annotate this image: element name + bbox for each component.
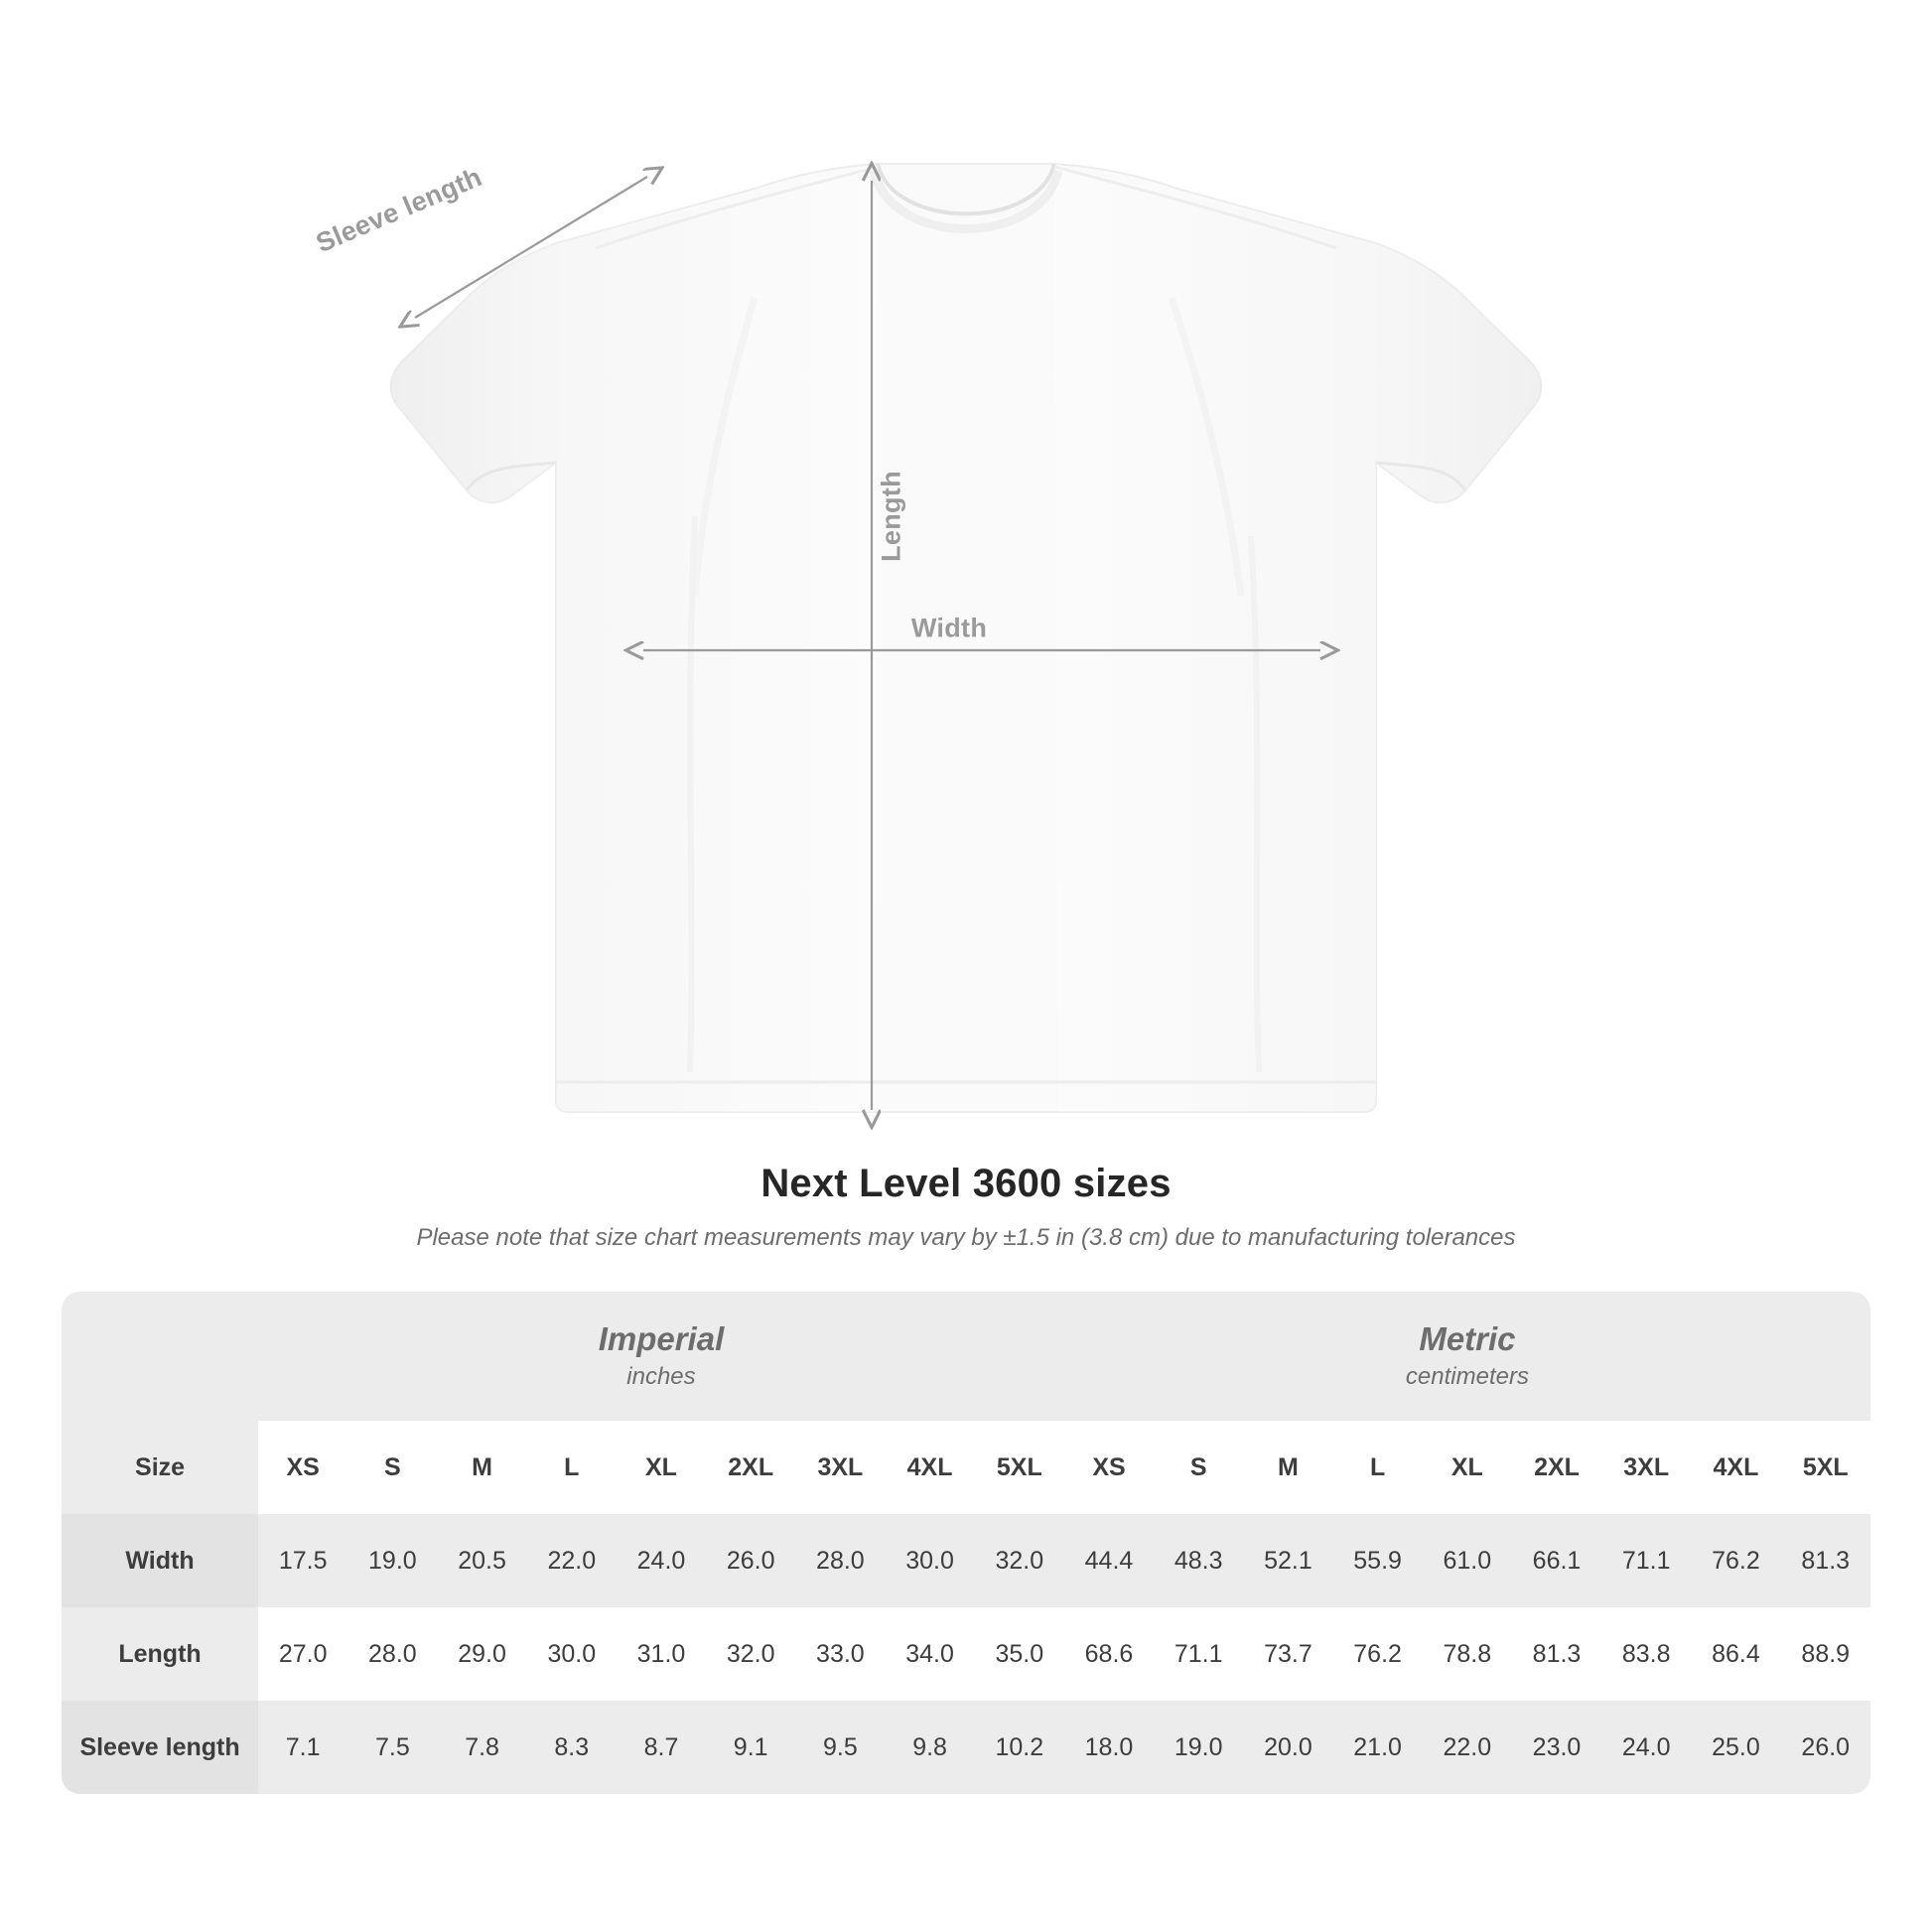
table-row	[62, 1701, 1870, 1794]
cell-width-imperial-l: 22.0	[527, 1514, 617, 1607]
cell-length-metric-3xl: 83.8	[1601, 1607, 1691, 1701]
cell-width-imperial-s: 19.0	[347, 1514, 437, 1607]
cell-sleeve-imperial-s: 7.5	[347, 1701, 437, 1794]
unit-sub-imperial: inches	[626, 1363, 696, 1391]
table-row	[62, 1514, 1870, 1607]
cell-width-metric-m: 52.1	[1243, 1514, 1332, 1607]
cell-width-metric-4xl: 76.2	[1691, 1514, 1780, 1607]
width-annotation: Width	[910, 613, 988, 643]
size-header-imperial-2xl: 2XL	[706, 1421, 795, 1514]
cell-length-imperial-xs: 27.0	[258, 1607, 347, 1701]
cell-length-imperial-s: 28.0	[347, 1607, 437, 1701]
size-header-imperial-m: M	[437, 1421, 526, 1514]
size-header-metric-2xl: 2XL	[1512, 1421, 1601, 1514]
cell-length-metric-m: 73.7	[1243, 1607, 1332, 1701]
cell-width-imperial-xl: 24.0	[617, 1514, 706, 1607]
cell-length-imperial-l: 30.0	[527, 1607, 617, 1701]
cell-length-imperial-5xl: 35.0	[975, 1607, 1064, 1701]
unit-header-spacer	[62, 1292, 258, 1421]
cell-sleeve-imperial-3xl: 9.5	[795, 1701, 885, 1794]
cell-width-metric-5xl: 81.3	[1781, 1514, 1870, 1607]
cell-sleeve-imperial-2xl: 9.1	[706, 1701, 795, 1794]
cell-width-metric-s: 48.3	[1154, 1514, 1243, 1607]
size-header-imperial-4xl: 4XL	[885, 1421, 974, 1514]
cell-width-metric-3xl: 71.1	[1601, 1514, 1691, 1607]
cell-length-metric-s: 71.1	[1154, 1607, 1243, 1701]
cell-width-imperial-3xl: 28.0	[795, 1514, 885, 1607]
cell-width-imperial-xs: 17.5	[258, 1514, 347, 1607]
size-table-wrapper	[62, 1292, 1870, 1794]
size-header-row	[62, 1421, 1870, 1514]
size-header-metric-xs: XS	[1064, 1421, 1154, 1514]
cell-width-imperial-2xl: 26.0	[706, 1514, 795, 1607]
cell-length-imperial-3xl: 33.0	[795, 1607, 885, 1701]
size-header-imperial-3xl: 3XL	[795, 1421, 885, 1514]
cell-width-imperial-4xl: 30.0	[885, 1514, 974, 1607]
size-table	[62, 1292, 1870, 1794]
cell-sleeve-metric-m: 20.0	[1243, 1701, 1332, 1794]
cell-length-metric-l: 76.2	[1333, 1607, 1423, 1701]
size-header-metric-xl: XL	[1423, 1421, 1512, 1514]
length-annotation: Length	[876, 471, 906, 562]
cell-sleeve-metric-xs: 18.0	[1064, 1701, 1154, 1794]
cell-sleeve-imperial-xl: 8.7	[617, 1701, 706, 1794]
cell-width-imperial-5xl: 32.0	[975, 1514, 1064, 1607]
cell-length-metric-xl: 78.8	[1423, 1607, 1512, 1701]
cell-length-imperial-2xl: 32.0	[706, 1607, 795, 1701]
cell-sleeve-imperial-4xl: 9.8	[885, 1701, 974, 1794]
cell-sleeve-metric-5xl: 26.0	[1781, 1701, 1870, 1794]
table-row	[62, 1607, 1870, 1701]
cell-width-imperial-m: 20.5	[437, 1514, 526, 1607]
cell-length-metric-2xl: 81.3	[1512, 1607, 1601, 1701]
cell-length-imperial-xl: 31.0	[617, 1607, 706, 1701]
size-header-metric-4xl: 4XL	[1691, 1421, 1780, 1514]
row-label-length: Length	[62, 1607, 258, 1701]
row-label-width: Width	[62, 1514, 258, 1607]
cell-width-metric-xl: 61.0	[1423, 1514, 1512, 1607]
cell-length-metric-xs: 68.6	[1064, 1607, 1154, 1701]
cell-width-metric-2xl: 66.1	[1512, 1514, 1601, 1607]
cell-sleeve-metric-l: 21.0	[1333, 1701, 1423, 1794]
cell-sleeve-metric-xl: 22.0	[1423, 1701, 1512, 1794]
cell-width-metric-l: 55.9	[1333, 1514, 1423, 1607]
cell-sleeve-metric-s: 19.0	[1154, 1701, 1243, 1794]
cell-length-imperial-4xl: 34.0	[885, 1607, 974, 1701]
cell-sleeve-imperial-m: 7.8	[437, 1701, 526, 1794]
size-header-imperial-5xl: 5XL	[975, 1421, 1064, 1514]
unit-header-imperial	[258, 1292, 1064, 1421]
row-label-sleeve-length: Sleeve length	[62, 1701, 258, 1794]
sleeve-length-annotation: Sleeve length	[312, 161, 486, 259]
page-title: Next Level 3600 sizes	[760, 1162, 1172, 1205]
size-header-metric-5xl: 5XL	[1781, 1421, 1870, 1514]
size-header-metric-l: L	[1333, 1421, 1423, 1514]
unit-name-metric: Metric	[1419, 1319, 1516, 1357]
unit-sub-metric: centimeters	[1405, 1363, 1529, 1391]
tolerance-note: Please note that size chart measurements may vary by ±1.5 in (3.8 cm) due to manufacturing tolerances	[416, 1224, 1516, 1251]
cell-length-metric-5xl: 88.9	[1781, 1607, 1870, 1701]
unit-name-imperial: Imperial	[598, 1319, 725, 1357]
cell-sleeve-imperial-l: 8.3	[527, 1701, 617, 1794]
size-header-metric-s: S	[1154, 1421, 1243, 1514]
cell-sleeve-imperial-5xl: 10.2	[975, 1701, 1064, 1794]
unit-header-row	[62, 1292, 1870, 1421]
cell-sleeve-metric-3xl: 24.0	[1601, 1701, 1691, 1794]
cell-sleeve-imperial-xs: 7.1	[258, 1701, 347, 1794]
size-header-label: Size	[62, 1421, 258, 1514]
cell-width-metric-xs: 44.4	[1064, 1514, 1154, 1607]
cell-sleeve-metric-4xl: 25.0	[1691, 1701, 1780, 1794]
size-header-metric-m: M	[1243, 1421, 1332, 1514]
unit-header-metric	[1064, 1292, 1870, 1421]
size-header-imperial-l: L	[527, 1421, 617, 1514]
size-header-metric-3xl: 3XL	[1601, 1421, 1691, 1514]
size-header-imperial-s: S	[347, 1421, 437, 1514]
title-block	[0, 1162, 1932, 1252]
cell-length-metric-4xl: 86.4	[1691, 1607, 1780, 1701]
size-header-imperial-xs: XS	[258, 1421, 347, 1514]
cell-length-imperial-m: 29.0	[437, 1607, 526, 1701]
size-header-imperial-xl: XL	[617, 1421, 706, 1514]
cell-sleeve-metric-2xl: 23.0	[1512, 1701, 1601, 1794]
